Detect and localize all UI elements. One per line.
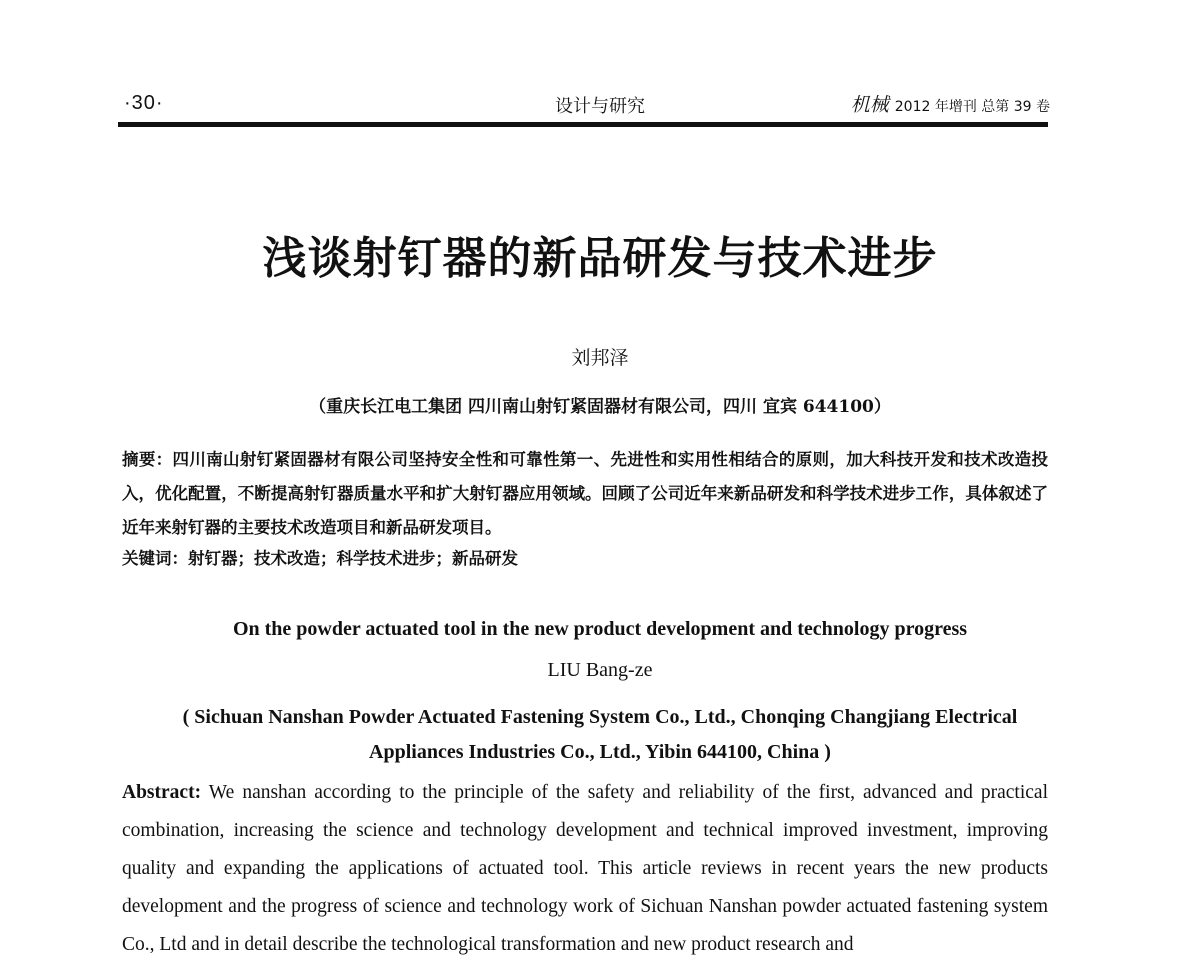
- journal-info: [851, 90, 1050, 117]
- abstract-en: [122, 774, 1048, 964]
- section-name: 设计与研究: [555, 96, 645, 117]
- affiliation-en-line2: Appliances Industries Co., Ltd., Yibin 644100, China ): [369, 741, 831, 763]
- keywords-cn-label: 关键词：: [122, 549, 188, 568]
- journal-name: 机械: [850, 94, 889, 116]
- abstract-en-text: We nanshan according to the principle of the safety and reliability of the first, advanced and practical combination, increasing the science and technology development and technical improved investment, improving quality and expanding the applications of actuated tool. This article reviews in recent years the new products development and the progress of science and technology work of Sichuan Nanshan powder actuated fastening system Co., Ltd and in detail describe the technological transformation and new product research and: [122, 782, 1048, 955]
- header-rule: [118, 122, 1048, 127]
- author-en: LIU Bang-ze: [547, 659, 653, 681]
- article-title-en: On the powder actuated tool in the new product development and technology progress: [232, 618, 968, 640]
- affiliation-cn: （重庆长江电工集团 四川南山射钉紧固器材有限公司，四川 宜宾 644100）: [309, 397, 891, 417]
- page-number: ·30·: [124, 92, 164, 114]
- abstract-cn-text: 四川南山射钉紧固器材有限公司坚持安全性和可靠性第一、先进性和实用性相结合的原则，加大科技开发和技术改造投入，优化配置，不断提高射钉器质量水平和扩大射钉器应用领域。回顾了公司近年来新品研发和科学技术进步工作，具体叙述了近年来射钉器的主要技术改造项目和新品研发项目。: [122, 450, 1049, 537]
- abstract-en-label: Abstract:: [122, 782, 202, 803]
- affiliation-en: [0, 700, 1200, 770]
- article-title-cn: 浅谈射钉器的新品研发与技术进步: [262, 233, 938, 284]
- issue-info: 2012 年增刊 总第 39 卷: [894, 99, 1050, 115]
- affiliation-en-line1: ( Sichuan Nanshan Powder Actuated Fastening System Co., Ltd., Chonqing Changjiang Electrical: [182, 706, 1018, 728]
- author-cn: 刘邦泽: [571, 347, 629, 369]
- abstract-cn-label: 摘要：: [122, 450, 173, 469]
- keywords-cn: [122, 545, 518, 569]
- abstract-cn: [122, 443, 1048, 545]
- keywords-cn-text: 射钉器；技术改造；科学技术进步；新品研发: [188, 549, 518, 568]
